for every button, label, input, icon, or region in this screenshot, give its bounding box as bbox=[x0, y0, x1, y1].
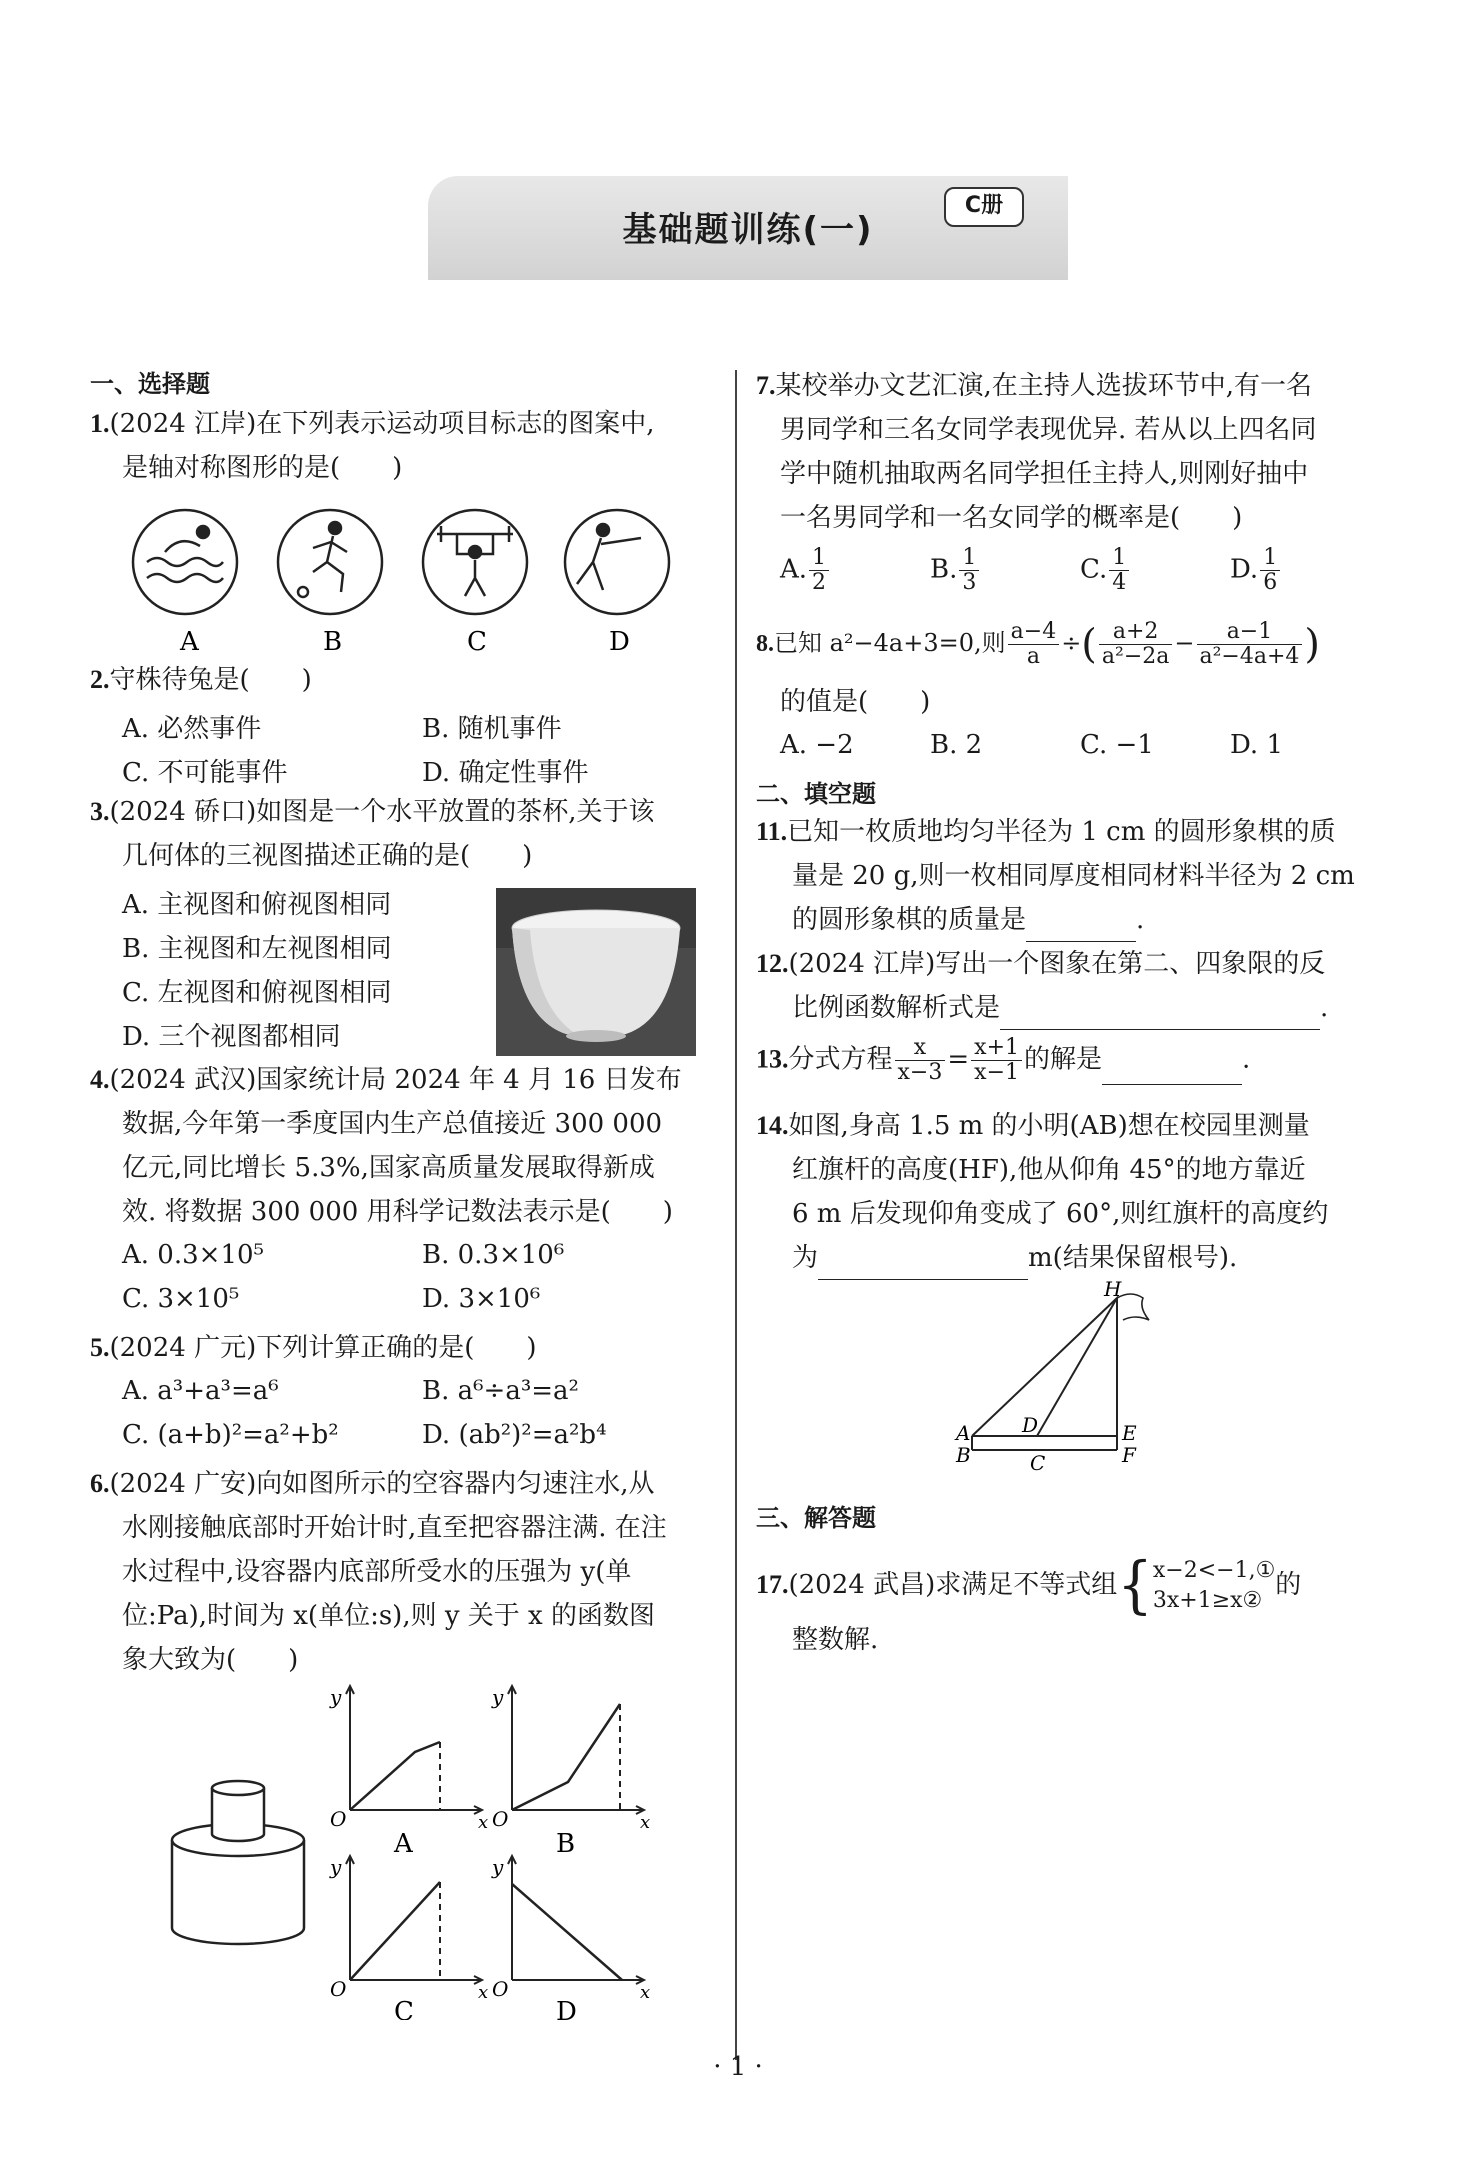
point-label: D bbox=[1022, 1413, 1039, 1437]
question-5 bbox=[90, 1326, 690, 1370]
figure-label: B bbox=[323, 627, 343, 657]
inequality: 3x+1≥x② bbox=[1152, 1588, 1263, 1613]
flagpole-diagram bbox=[952, 1280, 1182, 1480]
fraction-numerator: 1 bbox=[1260, 546, 1280, 571]
container-and-graphs bbox=[160, 1680, 720, 2020]
question-7 bbox=[756, 364, 1376, 540]
fraction-denominator: a²−2a bbox=[1101, 644, 1170, 669]
question-text: (2024 武汉)国家统计局 2024 年 4 月 16 日发布 bbox=[109, 1065, 682, 1095]
fencing-logo-icon bbox=[565, 510, 669, 614]
fraction-denominator: 4 bbox=[1112, 570, 1127, 595]
option-label: D. bbox=[1230, 554, 1259, 585]
figure-label: C bbox=[467, 627, 487, 657]
teacup-photo bbox=[496, 888, 696, 1056]
graph-d bbox=[508, 1856, 644, 1984]
option: A. −2 bbox=[780, 730, 854, 760]
question-number: 17. bbox=[756, 1570, 789, 1599]
question-text: 比例函数解析式是 bbox=[792, 993, 1001, 1023]
question-text: 数据,今年第一季度国内生产总值接近 300 000 bbox=[122, 1109, 663, 1139]
question-number: 7. bbox=[756, 371, 776, 400]
question-text: 已知一枚质地均匀半径为 1 cm 的圆形象棋的质 bbox=[787, 817, 1336, 847]
question-text: (2024 江岸)写出一个图象在第二、四象限的反 bbox=[788, 949, 1326, 979]
graph-label: D bbox=[556, 1997, 577, 2020]
origin-label: O bbox=[330, 1807, 347, 1831]
fraction-numerator: 1 bbox=[809, 546, 829, 571]
question-text: 已知 a²−4a+3=0,则 bbox=[774, 629, 1006, 657]
question-17 bbox=[756, 1549, 1396, 1622]
question-text: (2024 江岸)在下列表示运动项目标志的图案中, bbox=[109, 409, 655, 439]
column-divider bbox=[735, 370, 737, 2060]
option bbox=[1230, 546, 1282, 595]
option: A. 0.3×10⁵ bbox=[122, 1240, 264, 1270]
punctuation: . bbox=[1242, 1044, 1251, 1075]
question-text: 如图,身高 1.5 m 的小明(AB)想在校园里测量 bbox=[788, 1111, 1310, 1141]
question-13 bbox=[756, 1036, 1396, 1085]
question-14 bbox=[756, 1104, 1396, 1280]
question-6 bbox=[90, 1462, 690, 1682]
answer-blank[interactable] bbox=[1000, 999, 1320, 1030]
question-text: 亿元,同比增长 5.3%,国家高质量发展取得新成 bbox=[122, 1153, 655, 1183]
operator: − bbox=[1174, 629, 1195, 657]
question-text: 量是 20 g,则一枚相同厚度相同材料半径为 2 cm bbox=[792, 861, 1355, 891]
fraction-denominator: a bbox=[1026, 644, 1040, 669]
option bbox=[780, 546, 831, 595]
question-text: 象大致为( ) bbox=[122, 1645, 299, 1675]
section-answer: 三、解答题 bbox=[756, 1504, 876, 1532]
question-text: 的 bbox=[1275, 1570, 1302, 1600]
axis-label: x bbox=[640, 1812, 651, 1833]
option: B. 2 bbox=[930, 730, 983, 760]
section-choice: 一、选择题 bbox=[90, 370, 210, 398]
point-label: B bbox=[956, 1443, 971, 1467]
question-text: (2024 广安)向如图所示的空容器内匀速注水,从 bbox=[109, 1469, 655, 1499]
fraction-numerator: 1 bbox=[959, 546, 979, 571]
question-text: 某校举办文艺汇演,在主持人选拔环节中,有一名 bbox=[775, 371, 1313, 401]
question-11 bbox=[756, 810, 1396, 942]
option: D. 三个视图都相同 bbox=[122, 1022, 341, 1052]
question-3 bbox=[90, 790, 690, 878]
option: D. (ab²)²=a²b⁴ bbox=[422, 1420, 607, 1450]
fraction-numerator: x+1 bbox=[971, 1036, 1022, 1061]
answer-blank[interactable] bbox=[1102, 1054, 1242, 1085]
option: B. a⁶÷a³=a² bbox=[422, 1376, 579, 1406]
option: C. 不可能事件 bbox=[122, 758, 288, 788]
question-text: 学中随机抽取两名同学担任主持人,则刚好抽中 bbox=[780, 459, 1309, 489]
fraction-numerator: x bbox=[895, 1036, 946, 1061]
origin-label: O bbox=[492, 1807, 509, 1831]
fraction-numerator: 1 bbox=[1109, 546, 1129, 571]
question-12 bbox=[756, 942, 1396, 1030]
fraction-denominator: x−1 bbox=[974, 1060, 1019, 1085]
option: A. 必然事件 bbox=[122, 714, 262, 744]
option: B. 主视图和左视图相同 bbox=[122, 934, 392, 964]
option bbox=[930, 546, 981, 595]
operator: = bbox=[947, 1044, 970, 1075]
question-number: 2. bbox=[90, 665, 110, 694]
axis-label: x bbox=[478, 1982, 489, 2003]
origin-label: O bbox=[492, 1977, 509, 2001]
question-text: 效. 将数据 300 000 用科学记数法表示是( ) bbox=[122, 1197, 673, 1227]
option: C. 左视图和俯视图相同 bbox=[122, 978, 392, 1008]
point-label: E bbox=[1122, 1421, 1137, 1445]
volume-badge: C册 bbox=[944, 187, 1024, 227]
question-number: 5. bbox=[90, 1333, 110, 1362]
question-text: 分式方程 bbox=[788, 1044, 893, 1075]
question-number: 12. bbox=[756, 949, 789, 978]
question-text: 几何体的三视图描述正确的是( ) bbox=[122, 841, 533, 871]
option: A. 主视图和俯视图相同 bbox=[122, 890, 392, 920]
question-text: 守株待兔是( ) bbox=[109, 665, 312, 695]
question-number: 13. bbox=[756, 1044, 789, 1074]
point-label: A bbox=[956, 1421, 971, 1445]
question-text: 红旗杆的高度(HF),他从仰角 45°的地方靠近 bbox=[792, 1155, 1306, 1185]
punctuation: . bbox=[1320, 993, 1329, 1023]
question-text: 是轴对称图形的是( ) bbox=[122, 453, 403, 483]
question-4 bbox=[90, 1058, 690, 1234]
container-figure bbox=[172, 1781, 304, 1944]
fraction-denominator: 3 bbox=[962, 570, 977, 595]
axis-label: y bbox=[492, 1855, 504, 1879]
axis-label: x bbox=[478, 1812, 489, 1833]
question-number: 14. bbox=[756, 1111, 789, 1140]
question-text: 一名男同学和一名女同学的概率是( ) bbox=[780, 503, 1243, 533]
weightlifting-logo-icon bbox=[423, 510, 527, 614]
brace: { bbox=[1117, 1549, 1153, 1622]
option: B. 随机事件 bbox=[422, 714, 562, 744]
fraction-numerator: a−1 bbox=[1197, 620, 1303, 645]
option bbox=[1080, 546, 1131, 595]
option: B. 0.3×10⁶ bbox=[422, 1240, 565, 1270]
fraction-denominator: 6 bbox=[1263, 570, 1278, 595]
page-number: · 1 · bbox=[713, 2052, 763, 2082]
question-1 bbox=[90, 402, 690, 490]
point-label: H bbox=[1104, 1280, 1122, 1301]
question-text: 6 m 后发现仰角变成了 60°,则红旗杆的高度约 bbox=[792, 1199, 1329, 1229]
question-number: 8. bbox=[756, 631, 774, 657]
question-number: 3. bbox=[90, 797, 110, 826]
graph-b bbox=[508, 1686, 644, 1814]
question-number: 6. bbox=[90, 1469, 110, 1498]
question-text: (2024 武昌)求满足不等式组 bbox=[788, 1570, 1118, 1600]
inequality: x−2<−1,① bbox=[1152, 1558, 1276, 1583]
option-label: B. bbox=[930, 554, 958, 585]
axis-label: x bbox=[640, 1982, 651, 2003]
sport-logo-figures bbox=[125, 500, 685, 660]
section-fill: 二、填空题 bbox=[756, 780, 876, 808]
fraction-denominator: 2 bbox=[812, 570, 827, 595]
question-text: 的值是( ) bbox=[780, 687, 931, 717]
option: C. (a+b)²=a²+b² bbox=[122, 1420, 339, 1450]
question-number: 4. bbox=[90, 1065, 110, 1094]
axis-label: y bbox=[492, 1685, 504, 1709]
fraction-numerator: a−4 bbox=[1008, 620, 1060, 645]
question-text: m(结果保留根号). bbox=[1028, 1243, 1238, 1273]
axis-label: y bbox=[330, 1855, 342, 1879]
figure-label: D bbox=[609, 627, 630, 657]
option-label: C. bbox=[1080, 554, 1108, 585]
question-number: 1. bbox=[90, 409, 110, 438]
fraction-denominator: x−3 bbox=[897, 1060, 943, 1085]
answer-blank[interactable] bbox=[818, 1249, 1028, 1280]
punctuation: . bbox=[1136, 905, 1145, 935]
question-text: (2024 广元)下列计算正确的是( ) bbox=[109, 1333, 537, 1363]
question-8: 8.已知 a²−4a+3=0,则 $\frac{a-4}{a}$ ÷( $\frac{a+2}{\text{a²−2a}}$ − $\frac{a-1}{\text{a²−4a+4}}$ ) bbox=[756, 619, 1321, 669]
option: D. 确定性事件 bbox=[422, 758, 589, 788]
operator: ÷ bbox=[1061, 629, 1082, 657]
graph-a bbox=[346, 1686, 482, 1814]
option: D. 3×10⁶ bbox=[422, 1284, 541, 1314]
question-text: 水刚接触底部时开始计时,直至把容器注满. 在注 bbox=[122, 1513, 667, 1543]
question-text: 水过程中,设容器内底部所受水的压强为 y(单 bbox=[122, 1557, 632, 1587]
question-2 bbox=[90, 658, 690, 702]
option: D. 1 bbox=[1230, 730, 1283, 760]
option: C. −1 bbox=[1080, 730, 1154, 760]
swimming-logo-icon bbox=[133, 510, 237, 614]
answer-blank[interactable] bbox=[1026, 911, 1136, 942]
option: A. a³+a³=a⁶ bbox=[122, 1376, 279, 1406]
graph-c bbox=[346, 1856, 482, 1984]
question-text: 的解是 bbox=[1024, 1044, 1103, 1075]
graph-label: A bbox=[394, 1829, 413, 1859]
fraction-denominator: a²−4a+4 bbox=[1199, 644, 1300, 669]
origin-label: O bbox=[330, 1977, 347, 2001]
point-label: F bbox=[1122, 1443, 1136, 1467]
question-text: 整数解. bbox=[792, 1625, 879, 1655]
figure-label: A bbox=[180, 627, 199, 657]
running-logo-icon bbox=[278, 510, 382, 614]
question-number: 11. bbox=[756, 817, 788, 846]
fraction-numerator: a+2 bbox=[1099, 620, 1172, 645]
question-text: (2024 硚口)如图是一个水平放置的茶杯,关于该 bbox=[109, 797, 655, 827]
axis-label: y bbox=[330, 1685, 342, 1709]
question-text: 的圆形象棋的质量是 bbox=[792, 905, 1027, 935]
question-text: 为 bbox=[792, 1243, 819, 1273]
graph-label: C bbox=[394, 1997, 414, 2020]
option: C. 3×10⁵ bbox=[122, 1284, 240, 1314]
graph-label: B bbox=[556, 1829, 576, 1859]
option-label: A. bbox=[780, 554, 808, 585]
question-text: 男同学和三名女同学表现优异. 若从以上四名同 bbox=[780, 415, 1317, 445]
page-title: 基础题训练(一) bbox=[622, 210, 874, 250]
question-text: 位:Pa),时间为 x(单位:s),则 y 关于 x 的函数图 bbox=[122, 1601, 655, 1631]
point-label: C bbox=[1030, 1451, 1046, 1475]
